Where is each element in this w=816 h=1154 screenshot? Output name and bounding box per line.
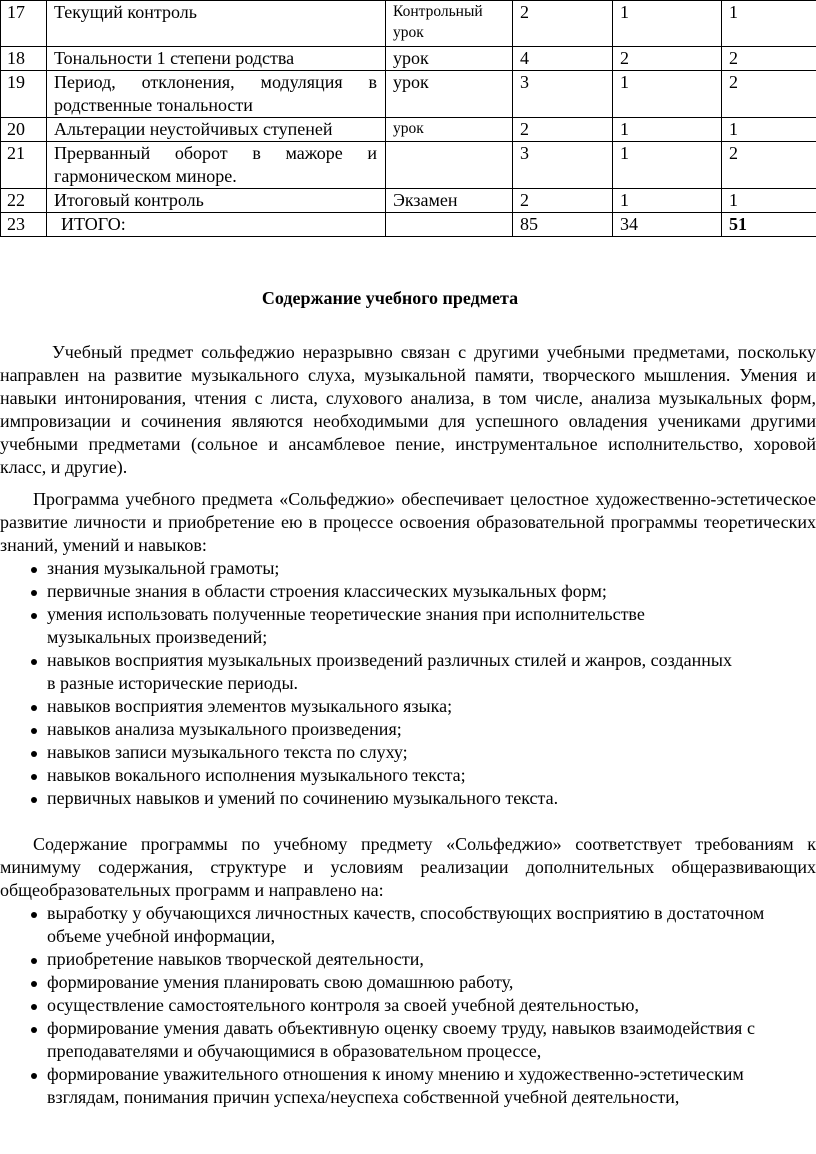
row-number: 20 (1, 118, 47, 142)
list-item: знания музыкальной грамоты; (0, 557, 816, 580)
row-practice-hours: 51 (722, 213, 816, 237)
bullet-icon (31, 958, 37, 964)
row-theory-hours: 1 (613, 71, 722, 118)
table-row (1, 1, 816, 47)
row-theory-hours: 34 (613, 213, 722, 237)
bullet-icon (31, 751, 37, 757)
table-row (1, 118, 816, 142)
row-theory-hours: 1 (613, 189, 722, 213)
bullet-icon (31, 774, 37, 780)
bullet-icon (31, 1004, 37, 1010)
list-item: приобретение навыков творческой деятельности, (0, 948, 816, 971)
bullet-icon (31, 1027, 37, 1033)
table-row (1, 142, 816, 189)
table-row (1, 47, 816, 71)
row-topic: Тональности 1 степени родства (47, 47, 386, 71)
row-topic: Текущий контроль (47, 1, 386, 47)
row-practice-hours: 1 (722, 1, 816, 47)
row-lesson-type: урок (386, 47, 513, 71)
row-theory-hours: 1 (613, 142, 722, 189)
table-row (1, 71, 816, 118)
row-total-hours: 2 (513, 118, 613, 142)
bullet-icon (31, 912, 37, 918)
bullet-icon (31, 728, 37, 734)
list-item: умения использовать полученные теоретические знания при исполнительстве музыкальных произведений; (0, 603, 727, 649)
list-item: формирование умения планировать свою домашнюю работу, (0, 971, 816, 994)
list-item: навыков вокального исполнения музыкального текста; (0, 764, 816, 787)
row-topic (47, 71, 386, 118)
paragraph-requirements: Содержание программы по учебному предмету «Сольфеджио» соответствует требованиям к минимуму содержания, структуре и условиям реализации дополнительных общеразвивающих общеобразовательных программ и направлено на: (0, 834, 816, 900)
row-lesson-type (386, 142, 513, 189)
curriculum-table (0, 0, 816, 237)
paragraph-program: Программа учебного предмета «Сольфеджио» обеспечивает целостное художественно-эстетическое развитие личности и приобретение ею в процессе освоения образовательной программы теоретических знаний, умений и навыков: (0, 489, 816, 555)
bullet-icon (31, 705, 37, 711)
row-total-hours: 3 (513, 142, 613, 189)
row-theory-hours: 1 (613, 118, 722, 142)
bullet-icon (31, 1073, 37, 1079)
row-theory-hours: 1 (613, 1, 722, 47)
row-topic-text: Период, отклонения, модуляция в родственные тональности (54, 72, 377, 115)
list-item: формирование умения давать объективную оценку своему труду, навыков взаимодействия с преподавателями и обучающимися в образовательном процессе, (0, 1017, 755, 1063)
row-topic (47, 142, 386, 189)
list-item: навыков записи музыкального текста по слуху; (0, 741, 816, 764)
paragraph-intro: Учебный предмет сольфеджио неразрывно связан с другими учебными предметами, поскольку направлен на развитие музыкального слуха, музыкальной памяти, творческого мышления. Умения и навыки интонирования, чтения с листа, слухового анализа, в том числе, анализа музыкальных форм, импровизации и сочинения являются необходимыми для успешного овладения учениками другими учебными предметами (сольное и ансамблевое пение, инструментальное исполнительство, хоровой класс, и другие). (0, 342, 816, 477)
skills-list (0, 557, 816, 810)
row-lesson-type: урок (386, 71, 513, 118)
list-item: осуществление самостоятельного контроля за своей учебной деятельностью, (0, 994, 816, 1017)
table-row (1, 189, 816, 213)
row-total-hours: 2 (513, 1, 613, 47)
bullet-icon (31, 567, 37, 573)
list-item: навыков восприятия элементов музыкального языка; (0, 695, 816, 718)
row-number: 22 (1, 189, 47, 213)
row-theory-hours: 2 (613, 47, 722, 71)
list-item: первичные знания в области строения классических музыкальных форм; (0, 580, 816, 603)
row-number: 23 (1, 213, 47, 237)
bullet-icon (31, 981, 37, 987)
row-number: 21 (1, 142, 47, 189)
row-practice-hours: 2 (722, 142, 816, 189)
bullet-icon (31, 590, 37, 596)
row-topic: ИТОГО: (47, 213, 386, 237)
bullet-icon (31, 659, 37, 665)
row-practice-hours: 1 (722, 118, 816, 142)
row-total-hours: 3 (513, 71, 613, 118)
bullet-icon (31, 613, 37, 619)
row-lesson-type: Экзамен (386, 189, 513, 213)
row-lesson-type (386, 213, 513, 237)
content-body (0, 341, 816, 1109)
list-item: навыков анализа музыкального произведения; (0, 718, 816, 741)
row-topic: Альтерации неустойчивых ступеней (47, 118, 386, 142)
row-topic: Итоговый контроль (47, 189, 386, 213)
row-total-hours: 2 (513, 189, 613, 213)
row-topic-text: Прерванный оборот в мажоре и гармоническом миноре. (54, 143, 377, 186)
row-lesson-type: урок (386, 118, 513, 142)
row-practice-hours: 2 (722, 47, 816, 71)
section-title: Содержание учебного предмета (261, 288, 519, 308)
list-item: первичных навыков и умений по сочинению музыкального текста. (0, 787, 816, 810)
row-total-hours: 4 (513, 47, 613, 71)
list-item: формирование уважительного отношения к иному мнению и художественно-эстетическим взглядам, понимания причин успеха/неуспеха собственной учебной деятельности, (0, 1063, 759, 1109)
list-item: выработку у обучающихся личностных качеств, способствующих восприятию в достаточном объеме учебной информации, (0, 902, 767, 948)
bullet-icon (31, 797, 37, 803)
table-row-total (1, 213, 816, 237)
row-lesson-type: Контрольный урок (386, 1, 513, 47)
row-practice-hours: 1 (722, 189, 816, 213)
list-item: навыков восприятия музыкальных произведений различных стилей и жанров, созданных в разные исторические периоды. (0, 649, 737, 695)
row-number: 19 (1, 71, 47, 118)
row-total-hours: 85 (513, 213, 613, 237)
row-number: 17 (1, 1, 47, 47)
goals-list (0, 902, 816, 1109)
row-practice-hours: 2 (722, 71, 816, 118)
row-number: 18 (1, 47, 47, 71)
